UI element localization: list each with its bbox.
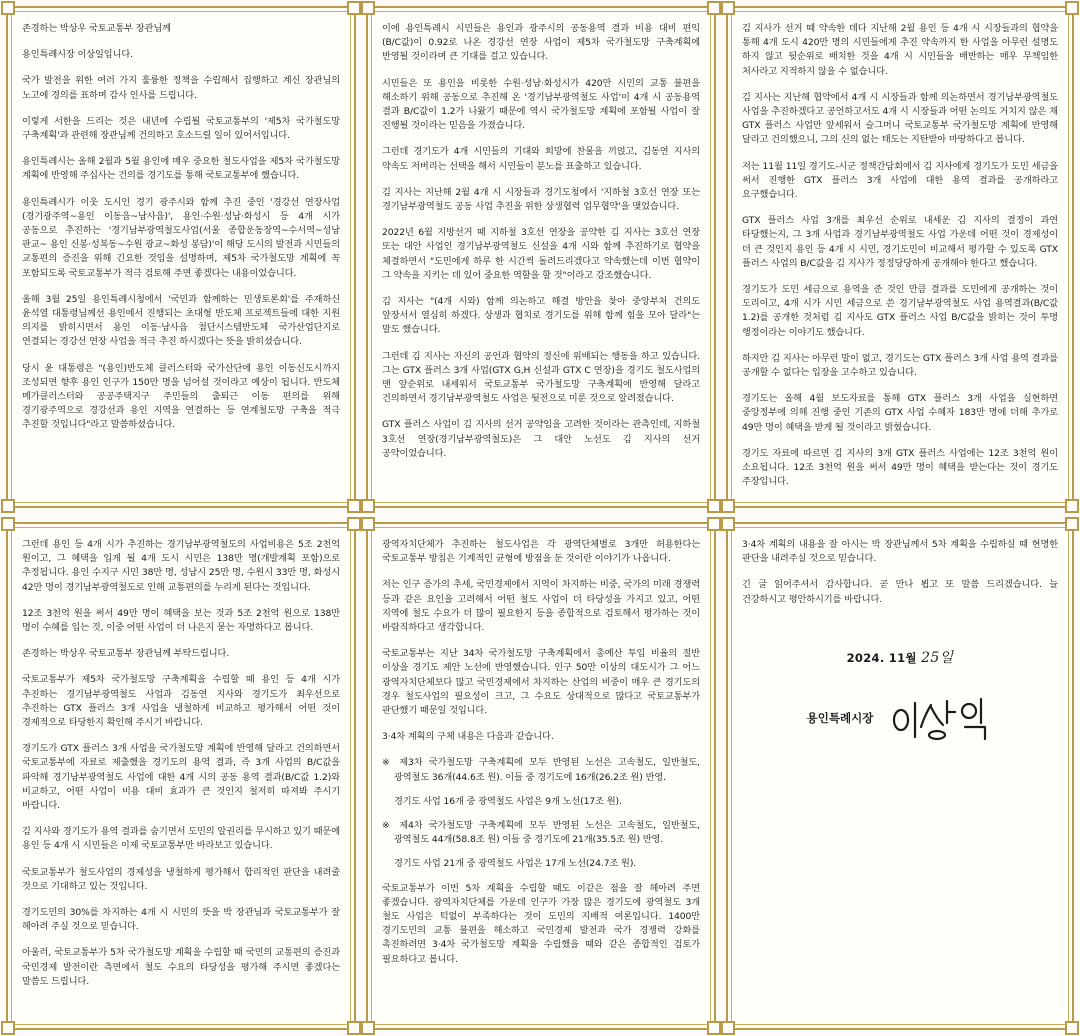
paragraph: 경기도 자료에 따르면 김 지사의 3개 GTX 플러스 사업에는 12조 3천억 원이 소요됩니다. 12조 3천억 원을 써서 49만 명이 혜택을 받는다는 것이 경기도 주장입니다. (742, 447, 1058, 488)
paragraph: 용인특례시가 이웃 도시인 경기 광주시와 함께 추진 중인 '경강선 연장사업(경기광주역~용인 이동읍~남사읍)', 용인·수원·성남·화성시 등 4개 시가 공동으로 추진하는 '경기남부광역철도사업(서울 종합운동장역~수서역~성남 판교~ 용인 신봉·성복동~수원 광교~화성 봉담)'이 해당 도시의 발전과 시민들의 교통편의 증진을 위해 긴요한 것임을 설명하며, 제5차 국가철도망 계획에 꼭 포함되도록 국토교통부가 적극 검토해 주면 좋겠다는 내용이었습니다. (22, 196, 340, 279)
letter-date (742, 647, 1058, 667)
signer-title: 용인특례시장 (806, 710, 874, 725)
page-6-body (742, 538, 1058, 1018)
indented-item: 경기도 사업 16개 중 광역철도 사업은 9개 노선(17조 원). (394, 795, 622, 807)
page-3-body (742, 22, 1058, 496)
paragraph: GTX 플러스 사업 3개를 최우선 순위로 내세운 김 지사의 결정이 과연 타당했는지, 그 3개 사업과 경기남부광역철도 사업 가운데 어떤 것이 경제성이 더 큰 것인지 용인 등 4개 시 시민, 경기도민이 비교해서 평가할 수 있도록 GTX 플러스 사업의 B/C값을 김 지사가 정정당당하게 공개해야 한다고 했습니다. (742, 215, 1058, 269)
paragraph: 하지만 김 지사는 아무런 말이 없고, 경기도는 GTX 플러스 3개 사업 용역 결과를 공개할 수 없다는 입장을 고수하고 있습니다. (742, 352, 1058, 379)
paragraph: 김 지사는 지난해 2월 4개 시 시장들과 경기도청에서 '지하철 3호선 연장 또는 경기남부광역철도 공동 사업 추진을 위한 상생협력 업무협약'을 맺었습니다. (382, 186, 700, 213)
page-1-body (22, 22, 340, 496)
letter-page-5 (366, 522, 716, 1030)
paragraph: 당시 윤 대통령은 "(용인)반도체 클러스터와 국가산단에 용인 이동신도시까지 조성되면 향후 용인 인구가 150만 명을 넘어설 것이라고 예상이 됩니다. 반도체 메가클러스터와 공공주택지구 주민들의 출퇴근 이동 편의를 위해 경기광주역으로 경강선과 용인 지역을 연결하는 등 연계철도망 구축을 적극 추진할 것입니다"라고 말씀하셨습니다. (22, 362, 340, 431)
salutation: 존경하는 박상우 국토교통부 장관님께 부탁드립니다. (22, 648, 230, 660)
paragraph: 그런데 용인 등 4개 시가 추진하는 경기남부광역철도의 사업비용은 5조 2천억 원이고, 그 혜택을 입게 될 4개 도시 시민은 138만 명(개발계획 포함)으로 추정됩니다. 용인 수지구 시민 38만 명, 성남시 25만 명, 수원시 33만 명, 화성시 42만 명이 경기남부광역철도로 인해 교통편의를 누리게 된다는 것입니다. (22, 539, 340, 593)
letter-page-3 (726, 6, 1074, 508)
paragraph: 광역자치단체가 추진하는 철도사업은 각 광역단체별로 3개만 허용한다는 국토교통부 방침은 기계적인 균형에 방점을 둔 것이란 이야기가 나옵니다. (382, 539, 700, 565)
date-printed: 2024. 11월 (846, 650, 917, 665)
paragraph: 국토교통부가 제5차 국가철도망 구축계획을 수립할 때 용인 등 4개 시가 추진하는 경기남부광역철도 사업과 김동연 지사와 경기도가 최우선으로 추진하는 GTX 플러스 3개 사업을 냉철하게 비교하고 평가해서 어떤 것이 경제적으로 타당한지 확인해 주시기 바랍니다. (22, 674, 340, 729)
paragraph: 김 지사와 경기도가 용역 결과를 숨기면서 도민의 알권리를 무시하고 있기 때문에 용인 등 4개 시 시민들은 이제 국토교통부만 바라보고 있습니다. (22, 826, 340, 852)
paragraph: 용인특례시장 이상일입니다. (22, 49, 133, 61)
paragraph: 저는 11월 11일 경기도-시군 정책간담회에서 김 지사에게 경기도가 도민 세금을 써서 진행한 GTX 플러스 3개 사업에 대한 용역 결과를 공개하라고 요구했습니다. (742, 160, 1058, 201)
date-handwritten: 25일 (921, 649, 954, 666)
paragraph: 국토교통부가 철도사업의 경제성을 냉철하게 평가해서 합리적인 판단을 내려줄 것으로 기대하고 있는 것입니다. (22, 866, 340, 892)
page-2-body (382, 22, 700, 496)
paragraph: 경기도민의 30%를 차지하는 4개 시 시민의 뜻을 박 장관님과 국토교통부가 잘 헤아려 주실 것으로 믿습니다. (22, 907, 340, 933)
letter-page-6 (726, 522, 1074, 1030)
paragraph: 경기도는 올해 4월 보도자료를 통해 GTX 플러스 3개 사업을 실현하면 중앙정부에 의해 진행 중인 기존의 GTX 사업 수혜자 183만 명에 더해 추가로 49만 명이 혜택을 받게 될 것이라고 밝혔습니다. (742, 393, 1058, 433)
paragraph: GTX 플러스 사업이 김 지사의 선거 공약임을 고려한 것이라는 관측인데, 지하철 3호선 연장(경기남부광역철도)은 그 대안 노선도 김 지사의 선거 공약이었습니다. (382, 419, 700, 459)
letter-page-1 (6, 6, 356, 508)
paragraph: 이렇게 서한을 드리는 것은 내년에 수립될 국토교통부의 '제5차 국가철도망 구축계획'과 관련해 장관님께 건의하고 호소드릴 일이 있어서입니다. (22, 115, 340, 142)
paragraph: 김 지사가 선거 때 약속한 데다 지난해 2월 용인 등 4개 시 시장들과의 협약을 통해 4개 도시 420만 명의 시민들에게 추진 약속까지 한 사업을 아무런 설명도 하지 않고 뒷순위로 배치한 것을 4개 시 시민들을 배반하는 매우 무책임한 처사라고 지적하지 않을 수 없습니다. (742, 23, 1058, 77)
paragraph: 경기도가 GTX 플러스 3개 사업을 국가철도망 계획에 반영해 달라고 건의하면서 국토교통부에 자료로 제출했을 경기도의 용역 결과, 즉 3개 사업의 B/C값을 파악해 경기남부광역철도 사업에 대한 4개 시의 공동 용역 결과(B/C값 1.2)와 비교하고, 어떤 사업이 비용 대비 효과가 큰 것인지 철저히 따져봐 주시기 바랍니다. (22, 743, 340, 812)
asterisk-item: ※ 제4차 국가철도망 구축계획에 모두 반영된 노선은 고속철도, 일반철도, 광역철도 44개(58.8조 원) 이들 중 경기도에 21개(35.5조 원) 반영. (382, 820, 700, 846)
page-4-body (22, 538, 340, 1018)
letter-page-4 (6, 522, 356, 1030)
paragraph: 그런데 김 지사는 자신의 공언과 협약의 정신에 위배되는 행동을 하고 있습니다. 그는 GTX 플러스 3개 사업(GTX G,H 신설과 GTX C 연장)을 경기도 철도사업의 맨 앞순위로 내세워서 국토교통부 국가철도망 구축계획에 반영해 달라고 건의하면서 경기남부광역철도 사업은 뒷전으로 미룬 것으로 알려졌습니다. (382, 350, 700, 405)
paragraph: 2022년 6월 지방선거 때 지하철 3호선 연장을 공약한 김 지사는 3호선 연장 또는 대안 사업인 경기남부광역철도 신설을 4개 시와 함께 추진하기로 협약을 체결하면서 "도민에게 하루 한 시간씩 돌려드리겠다고 약속했는데 이번 협약이 그 약속을 지키는 데 있어 중요한 역할을 할 것"이라고 강조했습니다. (382, 227, 700, 281)
paragraph: 시민들은 또 용인을 비롯한 수원·성남·화성시가 420만 시민의 교통 불편을 해소하기 위해 공동으로 추진해 온 '경기남부광역철도 사업'이 4개 시 공동용역 결과 B/C값이 1.2가 나왔기 때문에 역시 국가철도망 계획에 포함될 사업이 잘 진행될 것이라는 믿음을 가졌습니다. (382, 77, 700, 132)
paragraph: 3·4차 계획의 구체 내용은 다음과 같습니다. (382, 731, 554, 743)
asterisk-item: ※ 제3차 국가철도망 구축계획에 모두 반영된 노선은 고속철도, 일반철도, 광역철도 36개(44.6조 원). 이들 중 경기도에 16개(26.2조 원) 반영. (382, 757, 700, 783)
paragraph: 저는 인구 증가의 추세, 국민경제에서 지역이 차지하는 비중, 국가의 미래 경쟁력 등과 같은 요인을 고려해서 어떤 철도 사업이 더 타당성을 가지고 있고, 어떤 지역에 철도 수요가 더 많이 필요한지 등을 종합적으로 검토해서 평가하는 것이 바람직하다고 생각합니다. (382, 579, 700, 634)
paragraph: 올해 3월 25일 용인특례시청에서 '국민과 함께하는 민생토론회'를 주재하신 윤석열 대통령님께선 용인에서 진행되는 초대형 반도체 프로젝트들에 대한 지원 의지를 밝히시면서 용인 이동·남사읍 첨단시스템반도체 국가산업단지로 연결되는 경강선 연장 사업을 적극 추진 하시겠다는 뜻을 밝히셨습니다. (22, 293, 340, 348)
paragraph: 김 지사는 지난해 협약에서 4개 시 시장들과 함께 의논하면서 경기남부광역철도 사업을 추진하겠다고 공언하고서도 4개 시 시장들과 어떤 논의도 거치지 않은 채 GTX 플러스 사업만 앞세워서 슬그머니 국토교통부 국가철도망 계획에 반영해 달라고 건의했으니, 그의 신의 없는 태도는 지탄받아 마땅하다고 봅니다. (742, 91, 1058, 146)
letter-page-2 (366, 6, 716, 508)
paragraph: 12조 3천억 원을 써서 49만 명이 혜택을 보는 것과 5조 2천억 원으로 138만 명이 수혜를 입는 것, 이중 어떤 사업이 더 나은지 묻는 자명하다고 봅니다. (22, 607, 340, 634)
paragraph: 3·4차 계획의 내용을 잘 아시는 박 장관님께서 5차 계획을 수립하실 때 현명한 판단을 내려주실 것으로 믿습니다. (742, 539, 1058, 565)
paragraph: 국토교통부는 지난 34차 국가철도망 구축계획에서 총예산 투입 비율의 절반 이상을 경기도 제안 노선에 반영했습니다. 인구 50만 이상의 대도시가 그 어느 광역자치단체보다 많고 국민경제에서 차지하는 산업의 비중이 매우 큰 경기도의 경우 철도사업의 필요성이 크고, 그 수요도 상대적으로 많다고 국토교통부가 판단했기 때문일 것입니다. (382, 648, 700, 717)
indented-item: 경기도 사업 21개 중 광역철도 사업은 17개 노선(24.7조 원). (394, 858, 637, 870)
paragraph: 그런데 경기도가 4개 시민들의 기대와 희망에 찬물을 끼얹고, 김동연 지사의 약속도 저버리는 선택을 해서 시민들이 분노를 표출하고 있습니다. (382, 146, 700, 172)
page-5-body (382, 538, 700, 1018)
paragraph: 국가 발전을 위한 여러 가지 훌륭한 정책을 수립해서 집행하고 계신 장관님의 노고에 경의를 표하며 감사 인사를 드립니다. (22, 75, 340, 101)
handwritten-signature (885, 693, 993, 743)
paragraph: 국토교통부가 이번 5차 계획을 수립할 때도 이같은 점을 잘 헤아려 주면 좋겠습니다. 광역자치단체를 가운데 인구가 가장 많은 경기도에 광역철도 3개 철도 사업은 턱없이 부족하다는 것이 도민의 지배적 여론입니다. 1400만 경기도민의 교통 불편을 해소하고 국민경제 발전과 국가 경쟁력 강화를 촉진하려면 3·4차 국가철도망 계획을 수립했을 때와 같은 종합적인 검토가 필요하다고 봅니다. (382, 882, 700, 965)
salutation: 존경하는 박상우 국토교통부 장관님께 (22, 23, 171, 34)
paragraph: 경기도가 도민 세금으로 용역을 준 것인 만큼 결과를 도민에게 공개하는 것이 도리이고, 4개 시가 시민 세금으로 쓴 경기남부광역철도 사업 용역결과(B/C값 1.2)를 공개한 것처럼 김 지사도 GTX 플러스 사업 B/C값을 밝히는 것이 투명 행정이라는 이야기도 했습니다. (742, 284, 1058, 338)
paragraph: 용인특례시는 올해 2월과 5월 용인에 매우 중요한 철도사업을 제5차 국가철도망 계획에 반영해 주십사는 건의를 경기도를 통해 국토교통부에 했습니다. (22, 156, 340, 182)
paragraph: 아울러, 국토교통부가 5차 국가철도망 계획을 수립할 때 국민의 교통편의 증진과 국민경제 발전이란 측면에서 철도 수요의 타당성을 평가해 주시면 좋겠다는 말씀도 드립니다. (22, 947, 340, 987)
paragraph: 이에 용인특례시 시민들은 용인과 광주시의 공동용역 결과 비용 대비 편익(B/C값)이 0.92로 나온 경강선 연장 사업이 제5차 국가철도망 구축계획에 반영될 것이라며 큰 기대를 걸고 있습니다. (382, 23, 700, 63)
signature-block (742, 693, 1058, 743)
paragraph: 긴 글 읽어주셔서 감사합니다. 곧 만나 뵙고 또 말씀 드리겠습니다. 늘 건강하시고 평안하시기를 바랍니다. (742, 579, 1058, 605)
paragraph: 김 지사는 "(4개 시와) 함께 의논하고 해결 방안을 찾아 중앙부처 건의도 앞장서서 열심히 하겠다. 상생과 협치로 경기도를 위해 함께 힘을 모아 달라"는 말도 했습니다. (382, 296, 700, 336)
